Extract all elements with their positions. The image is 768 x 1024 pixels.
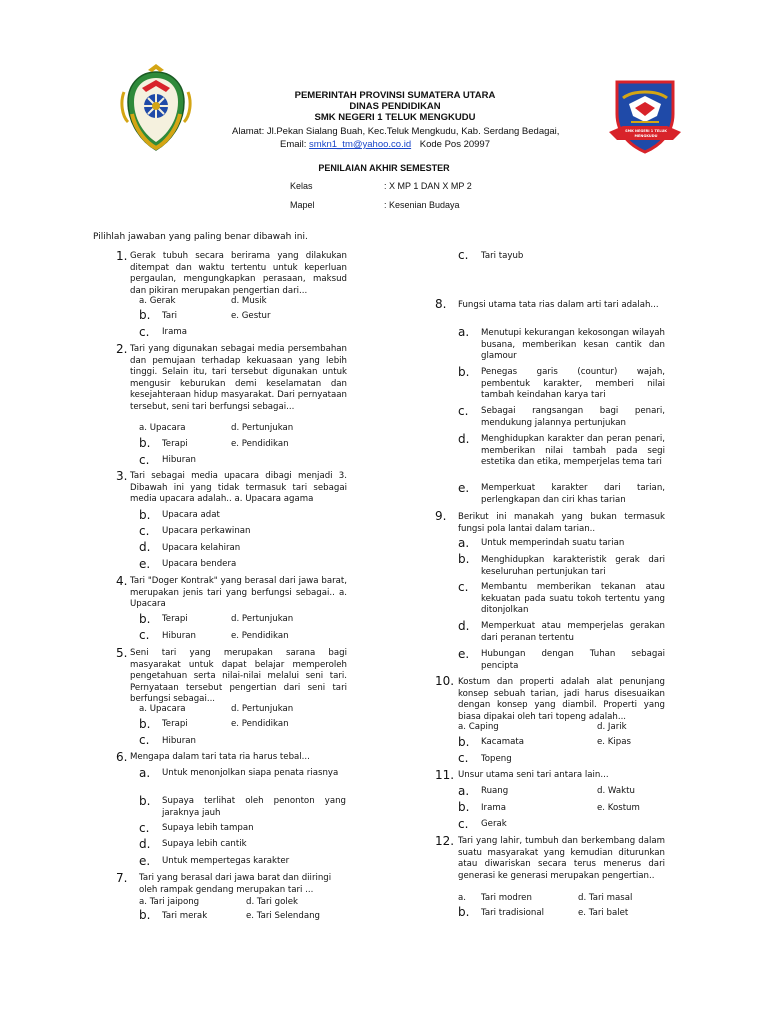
option-b-letter: b. (139, 717, 151, 731)
option-e: Untuk mempertegas karakter (162, 856, 290, 866)
option-c: Irama (162, 327, 187, 337)
kelas-label: Kelas (290, 181, 313, 191)
option-c: Gerak (481, 819, 507, 829)
option-d: Menghidupkan karakter dan peran penari, memberikan nilai tambah pada segi estetika dan etika, memperjelas tema tari (481, 434, 665, 467)
instruction-text: Pilihlah jawaban yang paling benar dibawah ini. (93, 232, 308, 242)
option-b: Terapi (162, 439, 188, 449)
option-b-letter: b. (139, 612, 151, 626)
option-c: Supaya lebih tampan (162, 823, 254, 833)
mapel-label: Mapel (290, 200, 315, 210)
option-e: Upacara bendera (162, 559, 237, 569)
option-c-letter: c. (458, 751, 469, 765)
option-e: e. Pendidikan (231, 719, 289, 729)
option-c-letter: c. (139, 453, 150, 467)
option-a-letter: a. (458, 784, 470, 798)
option-a: Untuk memperindah suatu tarian (481, 538, 625, 548)
option-b-letter: b. (139, 794, 151, 808)
option-c-letter: c. (139, 524, 150, 538)
kelas-value: : X MP 1 DAN X MP 2 (384, 181, 472, 191)
option-c: Hiburan (162, 455, 196, 465)
option-a: a. Gerak (139, 296, 176, 306)
option-d: Upacara kelahiran (162, 543, 241, 553)
option-e: Memperkuat karakter dari tarian, perlengkapan dan ciri khas tarian (481, 483, 665, 505)
option-c: Upacara perkawinan (162, 526, 251, 536)
option-e: e. Gestur (231, 311, 271, 321)
option-b-letter: b. (139, 908, 151, 922)
question-number: 7. (116, 871, 128, 885)
question-number: 11. (435, 768, 455, 782)
option-c-letter: c. (139, 821, 150, 835)
option-b-letter: b. (458, 735, 470, 749)
option-b: Supaya terlihat oleh penonton yang jaraknya jauh (162, 796, 346, 818)
question-number: 1. (116, 249, 128, 263)
option-b-letter: b. (458, 365, 470, 379)
option-b-letter: b. (458, 905, 470, 919)
option-d: Memperkuat atau memperjelas gerakan dari peranan tertentu (481, 621, 665, 643)
option-e-letter: e. (458, 481, 470, 495)
question-text: Tari sebagai media upacara dibagi menjadi 3. Dibawah ini yang tidak termasuk tari sebagai media upacara adalah.. a. Upacara agama (130, 471, 347, 504)
option-c-letter: c. (139, 628, 150, 642)
option-a: a. Upacara (139, 423, 186, 433)
option-e: e. Pendidikan (231, 631, 289, 641)
exam-title: PENILAIAN AKHIR SEMESTER (318, 163, 450, 173)
question-number: 4. (116, 574, 128, 588)
school-logo-banner-text: SMK NEGERI 1 TELUK MENGKUDU (625, 129, 667, 138)
option-c-letter: c. (458, 404, 469, 418)
option-c: Sebagai rangsangan bagi penari, mendukung jalannya pertunjukan (481, 406, 665, 428)
question-text: Tari yang berasal dari jawa barat dan diiringi oleh rampak gendang merupakan tari ... (139, 873, 332, 895)
option-d: d. Tari masal (578, 893, 633, 903)
option-d-letter: d. (458, 619, 470, 633)
option-d: d. Pertunjukan (231, 614, 294, 624)
question-text: Tari "Doger Kontrak" yang berasal dari jawa barat, merupakan jenis tari yang berfungsi sebagai.. a. Upacara (130, 576, 347, 609)
option-b: Menghidupkan karakteristik gerak dari keseluruhan pertunjukan tari (481, 555, 665, 577)
question-text: Seni tari yang merupakan sarana bagi masyarakat untuk dapat belajar memperoleh pengetahuan serta nilai-nilai melalui seni tari. Pernyataan tersebut pengertian dari seni tari berfungsi sebagai... (130, 648, 347, 704)
option-d-letter: d. (139, 540, 151, 554)
option-d: d. Pertunjukan (231, 423, 294, 433)
option-b: Penegas garis (countur) wajah, pembentuk karakter, memberi nilai tambah keindahan karya tari (481, 367, 665, 400)
option-b-letter: b. (139, 436, 151, 450)
option-b-letter: b. (139, 508, 151, 522)
option-a-letter: a. (458, 536, 470, 550)
option-d: d. Musik (231, 296, 267, 306)
option-d: d. Jarik (597, 722, 627, 732)
option-b: Tari tradisional (481, 908, 544, 918)
option-a: a. Upacara (139, 704, 186, 714)
option-a: a. Tari jaipong (139, 897, 200, 907)
option-e-letter: e. (139, 854, 151, 868)
option-b: Irama (481, 803, 506, 813)
option-c: Hiburan (162, 631, 196, 641)
header-department-line: DINAS PENDIDIKAN (349, 101, 441, 112)
option-d: d. Tari golek (246, 897, 299, 907)
option-d: d. Pertunjukan (231, 704, 294, 714)
option-c: Membantu memberikan tekanan atau kekuatan pada suatu tokoh tertentu yang ditonjolkan (481, 582, 665, 615)
option-e: e. Tari Selendang (246, 911, 320, 921)
option-a: a. Caping (458, 722, 499, 732)
option-d-letter: d. (139, 837, 151, 851)
option-b: Tari (162, 311, 178, 321)
option-e-letter: e. (139, 557, 151, 571)
option-c: Hiburan (162, 736, 196, 746)
postcode: Kode Pos 20997 (419, 139, 491, 150)
option-c: Tari tayub (481, 251, 524, 261)
option-c: Topeng (481, 754, 512, 764)
question-number: 3. (116, 469, 128, 483)
question-number: 6. (116, 750, 128, 764)
option-a: Menutupi kekurangan kekosongan wilayah busana, memberikan kesan cantik dan glamour (481, 328, 665, 361)
email-label: Email: (280, 139, 307, 150)
question-text: Kostum dan properti adalah alat penunjang konsep sebuah tarian, jadi harus disesuaikan dengan konsep yang diambil. Properti yang biasa dipakai oleh tari topeng adalah... (458, 677, 665, 722)
question-number: 12. (435, 834, 455, 848)
option-e-letter: e. (458, 647, 470, 661)
option-c-letter: c. (458, 817, 469, 831)
option-e: Hubungan dengan Tuhan sebagai pencipta (481, 649, 665, 671)
option-a: Tari modren (481, 893, 532, 903)
question-text: Tari yang lahir, tumbuh dan berkembang dalam suatu masyarakat yang kemudian diturunkan atau diwariskan secara terus menerus dari generasi ke generasi merupakan pengertian.. (458, 836, 665, 881)
option-a: Ruang (481, 786, 509, 796)
option-e: e. Kostum (597, 803, 640, 813)
question-text: Mengapa dalam tari tata ria harus tebal... (130, 752, 310, 762)
option-d: Supaya lebih cantik (162, 839, 247, 849)
option-c-letter: c. (458, 248, 469, 262)
question-text: Fungsi utama tata rias dalam arti tari adalah... (458, 300, 659, 310)
question-number: 10. (435, 674, 455, 688)
option-b: Tari merak (162, 911, 208, 921)
option-c-letter: c. (139, 325, 150, 339)
header-school-name: SMK NEGERI 1 TELUK MENGKUDU (314, 112, 476, 123)
option-e: e. Tari balet (578, 908, 629, 918)
option-a-letter: a. (458, 893, 466, 903)
option-a-letter: a. (139, 766, 151, 780)
option-e: e. Pendidikan (231, 439, 289, 449)
option-d: d. Waktu (597, 786, 635, 796)
question-text: Tari yang digunakan sebagai media persembahan dan pemujaan terhadap kekuasaan yang lebih tinggi. Selain itu, tari tersebut digunakan untuk mengusir keburukan demi keselamatan dan kesejahteraan hidup masyarakat. Dari pernyataan tersebut, seni tari berfungsi sebagai... (130, 344, 347, 412)
header-address: Alamat: Jl.Pekan Sialang Buah, Kec.Teluk Mengkudu, Kab. Serdang Bedagai, (232, 126, 560, 137)
option-b: Kacamata (481, 737, 525, 747)
header-government-line: PEMERINTAH PROVINSI SUMATERA UTARA (294, 90, 496, 101)
option-d-letter: d. (458, 432, 470, 446)
question-number: 2. (116, 342, 128, 356)
province-emblem-logo (118, 62, 194, 154)
header-contact-line (280, 138, 660, 152)
question-number: 8. (435, 297, 447, 311)
option-c-letter: c. (458, 580, 469, 594)
option-b-letter: b. (458, 552, 470, 566)
email-link[interactable]: smkn1_tm@yahoo.co.id (309, 139, 412, 150)
question-text: Unsur utama seni tari antara lain... (458, 770, 609, 780)
question-text: Gerak tubuh secara berirama yang dilakukan ditempat dan waktu tertentu untuk keperluan pergaulan, mengungkapkan perasaan, maksud dan pikiran merupakan pengertian dari... (130, 251, 347, 296)
question-number: 9. (435, 509, 447, 523)
option-a-letter: a. (458, 325, 470, 339)
letterhead (230, 90, 560, 123)
option-b: Upacara adat (162, 510, 220, 520)
option-b: Terapi (162, 614, 188, 624)
option-e: e. Kipas (597, 737, 631, 747)
mapel-value: : Kesenian Budaya (384, 200, 460, 210)
question-text: Berikut ini manakah yang bukan termasuk fungsi pola lantai dalam tarian.. (458, 512, 665, 534)
question-number: 5. (116, 646, 128, 660)
option-a: Untuk menonjolkan siapa penata riasnya (162, 768, 339, 778)
option-b: Terapi (162, 719, 188, 729)
option-c-letter: c. (139, 733, 150, 747)
option-b-letter: b. (139, 308, 151, 322)
option-b-letter: b. (458, 800, 470, 814)
